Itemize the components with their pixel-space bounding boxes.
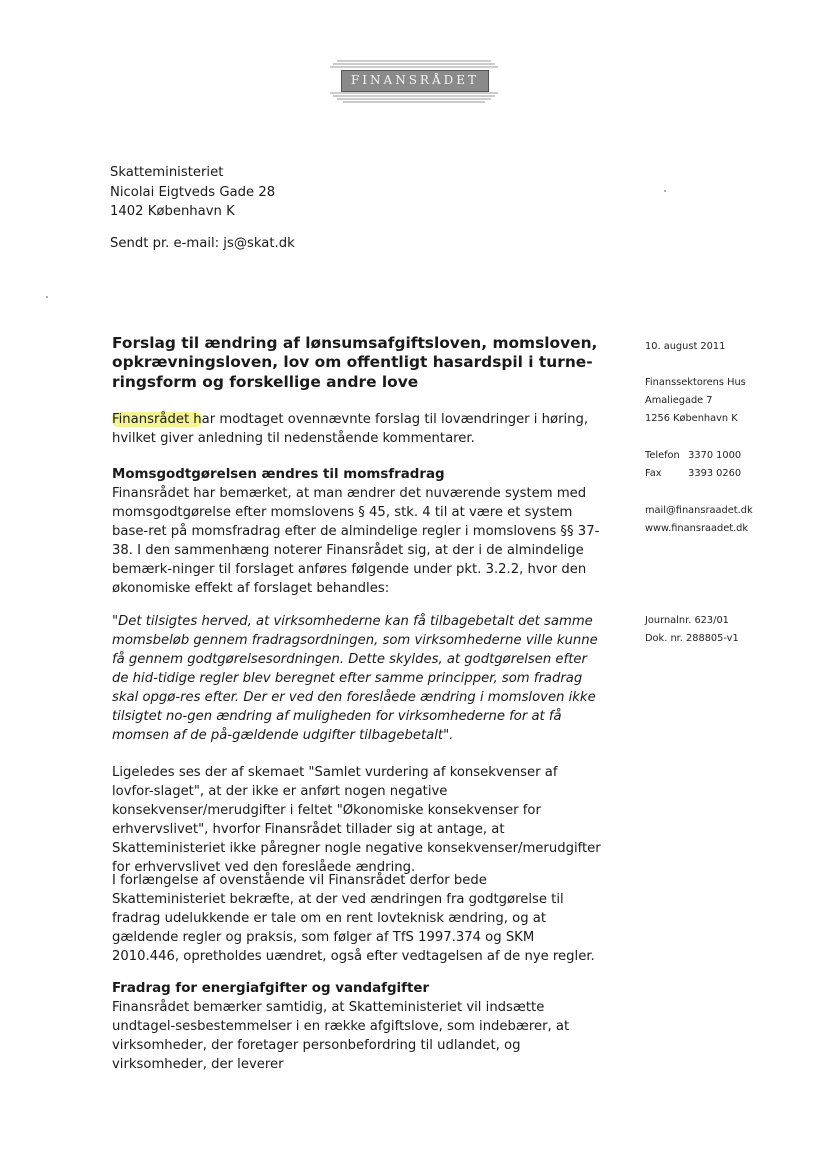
logo-text: FINANSRÅDET	[350, 73, 480, 87]
sender-city: 1256 København K	[645, 413, 738, 425]
recipient-street: Nicolai Eigtveds Gade 28	[110, 184, 276, 200]
section-paragraph: Finansrådet bemærker samtidig, at Skatteministeriet vil indsætte undtagel-sesbestemmelser i en række afgiftslove, som indebærer, at virksomheder, der foretager personbefordring til udlandet, og virksomheder, der leverer	[112, 1000, 570, 1072]
letter-title: Forslag til ændring af lønsumsafgiftsloven, momsloven, opkrævningsloven, lov om offentligt hasardspil i turne-ringsform og forskellige andre love	[112, 334, 598, 391]
paragraph-skema: Ligeledes ses der af skemaet "Samlet vurdering af konsekvenser af lovfor-slaget", at der ikke er anført nogen negative konsekvenser/merudgifter i feltet "Økonomiske konsekvenser for erhvervslivet", hvorfor Finansrådet tillader sig at antage, at Skatteministeriet ikke påregner nogle negative konsekvenser/merudgifter for erhvervslivet ved den foreslåede ændring.	[112, 765, 601, 875]
scan-speck	[46, 296, 48, 298]
fax-label: Fax	[645, 468, 662, 480]
sender-website: www.finansraadet.dk	[645, 523, 749, 535]
section-heading: Fradrag for energiafgifter og vandafgifter	[112, 981, 430, 996]
phone-row	[645, 447, 741, 465]
fax-row	[645, 465, 741, 483]
sender-org: Finanssektorens Hus	[645, 377, 746, 388]
sender-address	[645, 374, 746, 429]
finansraadet-logo	[327, 58, 501, 104]
document-reference	[645, 612, 739, 648]
recipient-name: Skatteministeriet	[110, 165, 224, 180]
section-energiafgifter	[112, 979, 602, 1074]
recipient-city: 1402 København K	[110, 204, 235, 219]
fax-number: 3393 0260	[688, 468, 742, 480]
sent-by-email: Sendt pr. e-mail: js@skat.dk	[110, 236, 295, 251]
phone-number: 3370 1000	[688, 450, 742, 461]
journal-number: Journalnr. 623/01	[645, 615, 729, 626]
intro-paragraph	[112, 410, 602, 448]
section-momsgodtgoerelse	[112, 465, 602, 598]
sender-online	[645, 502, 753, 538]
sender-contact	[645, 447, 741, 483]
section-heading: Momsgodtgørelsen ændres til momsfradrag	[112, 467, 445, 482]
date: 10. august 2011	[645, 341, 726, 352]
sender-street: Amaliegade 7	[645, 395, 713, 407]
quoted-passage: "Det tilsigtes herved, at virksomhederne kan få tilbagebetalt det samme momsbeløb gennem fradragsordningen, som virksomhederne ville kunne få gennem godtgørelsesordningen. Dette skyldes, at godtgørelsen efter de hid-tidige regler blev beregnet efter samme principper, som fradrag skal opgø-res efter. Der er ved den foreslåede ændring i momsloven ikke tilsigtet no-gen ændring af muligheden for virksomhederne for at få momsen af de på-gældende udgifter tilbagebetalt".	[112, 614, 598, 743]
intro-rest: ar modtaget ovennævnte forslag til lovændringer i høring, hvilket giver anledning til nedenstående kommentarer.	[112, 412, 589, 446]
recipient-address	[110, 163, 275, 222]
paragraph-request: I forlængelse af ovenstående vil Finansrådet derfor bede Skatteministeriet bekræfte, at der ved ændringen fra godtgørelse til fradrag udelukkende er tale om en rent lovteknisk ændring, og at gældende regler og praksis, som følger af TfS 1997.374 og SKM 2010.446, opretholdes uændret, også efter vedtagelsen af de nye regler.	[112, 873, 595, 964]
section-paragraph: Finansrådet har bemærket, at man ændrer det nuværende system med momsgodtgørelse efter momslovens § 45, stk. 4 til at være et system base-ret på momsfradrag efter de almindelige regler i momslovens §§ 37-38. I den sammenhæng noterer Finansrådet sig, at der i de almindelige bemærk-ninger til forslaget anføres følgende under pkt. 3.2.2, hvor den økonomiske effekt af forslaget behandles:	[112, 486, 600, 596]
phone-label: Telefon	[645, 450, 680, 461]
document-number: Dok. nr. 288805-v1	[645, 633, 739, 645]
scan-speck	[664, 190, 666, 192]
highlighted-text: Finansrådet h	[112, 412, 202, 427]
letter-date	[645, 338, 725, 356]
sender-email: mail@finansraadet.dk	[645, 505, 753, 516]
